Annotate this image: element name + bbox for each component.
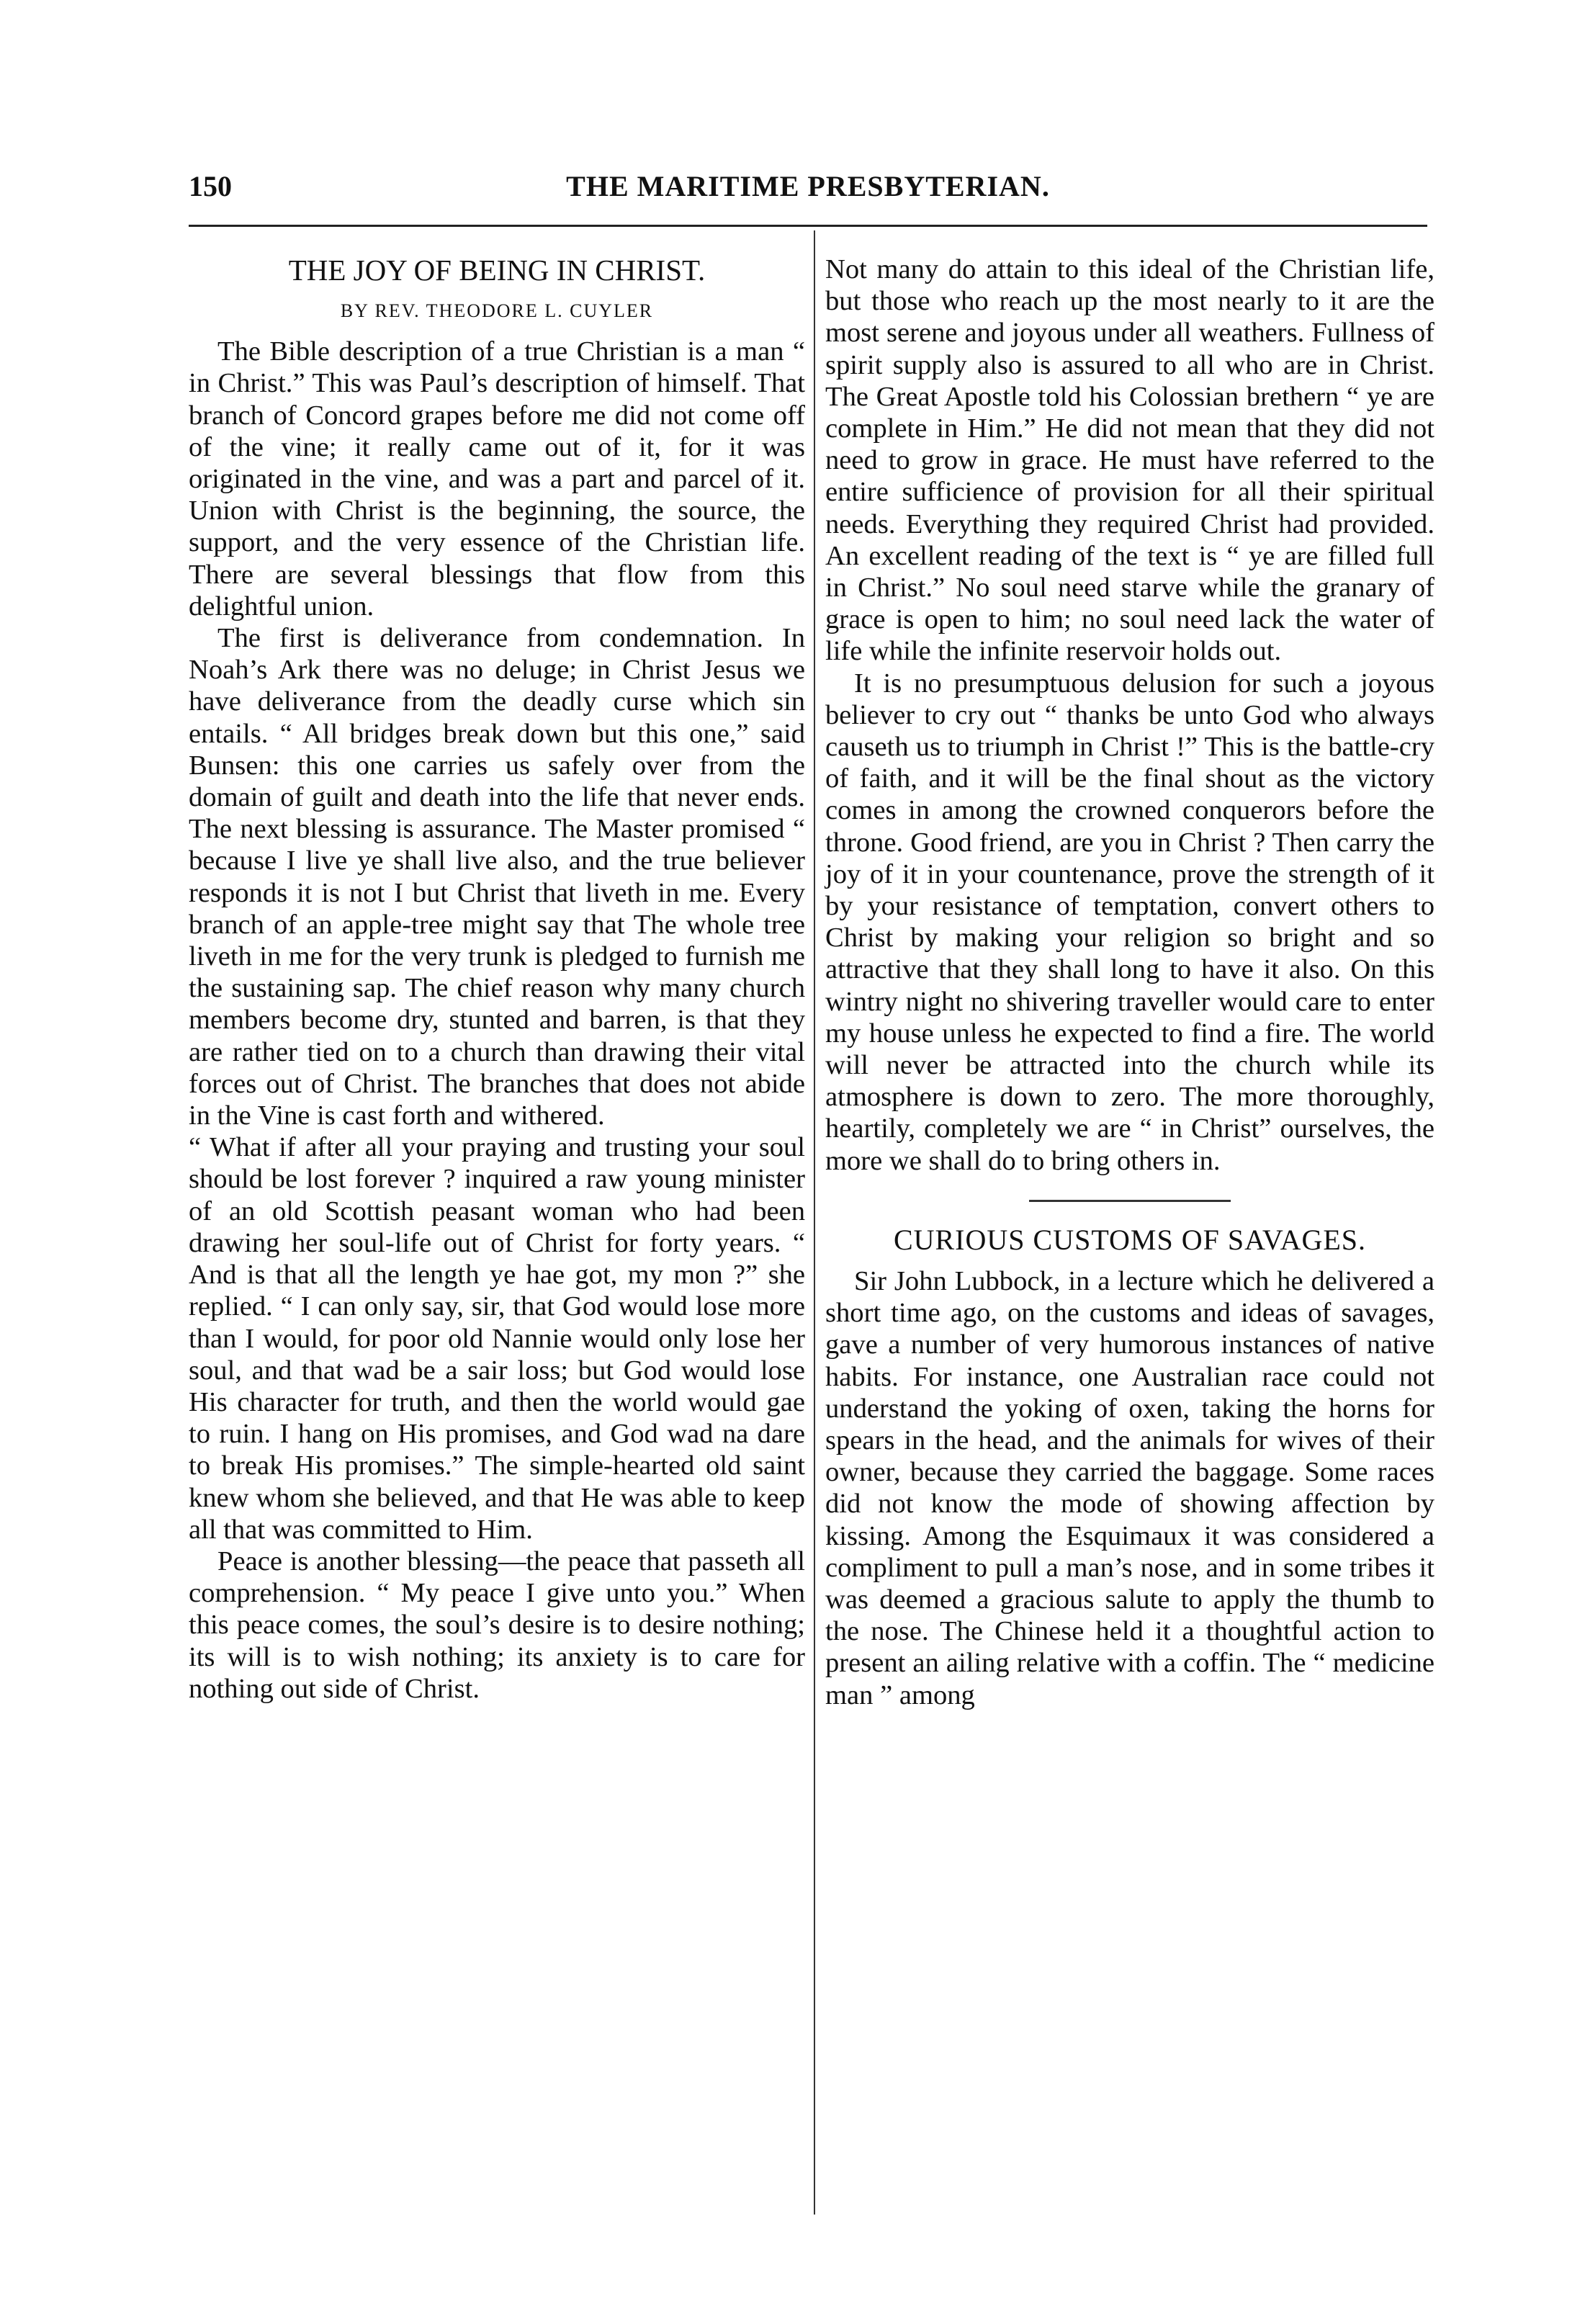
section-divider: [1029, 1200, 1231, 1202]
article-title: CURIOUS CUSTOMS OF SAVAGES.: [893, 1223, 1367, 1256]
article-paragraph: The Bible description of a true Christian is a man “ in Christ.” This was Paul’s description of himself. That branch of Concord grapes before me did not come off of the vine; it really came out of it, for it was originated in the vine, and was a part and parcel of it. Union with Christ is the beginning, the source, the support, and the very essence of the Christian life. There are several blessings that flow from this delightful union.: [189, 336, 805, 622]
page-number: 150: [189, 170, 232, 202]
article-byline: BY REV. THEODORE L. CUYLER: [340, 300, 654, 321]
article-paragraph: Peace is another blessing—the peace that passeth all comprehension. “ My peace I give unto you.” When this peace comes, the soul’s desire is to desire nothing; its will is to wish nothing; its anxiety is to care for nothing out side of Christ.: [189, 1545, 805, 1704]
column-divider: [814, 230, 815, 2215]
running-title: THE MARITIME PRESBYTERIAN.: [566, 170, 1050, 202]
article-paragraph: “ What if after all your praying and trusting your soul should be lost forever ? inquired a raw young minister of an old Scottish peasant woman who had been drawing her soul-life out of Christ for forty years. “ And is that all the length ye hae got, my mon ?” she replied. “ I can only say, sir, that God would lose more than I would, for poor old Nannie would only lose her soul, and that wad be a sair loss; but God would lose His character for truth, and then the world would gae to ruin. I hang on His promises, and God wad na dare to break His promises.” The simple-hearted old saint knew whom she believed, and that He was able to keep all that was committed to Him.: [189, 1132, 805, 1545]
header-rule: [189, 225, 1427, 227]
page-header: [189, 169, 1427, 212]
left-column: [189, 254, 805, 1705]
article-paragraph: Not many do attain to this ideal of the Christian life, but those who reach up the most nearly to it are the most serene and joyous under all weathers. Fullness of spirit supply also is assured to all who are in Christ. The Great Apostle told his Colossian brethern “ ye are complete in Him.” He did not mean that they did not need to grow in grace. He must have referred to the entire sufficience of provision for all their spiritual needs. Everything they required Christ had provided. An excellent reading of the text is “ ye are filled full in Christ.” No soul need starve while the granary of grace is open to him; no soul need lack the water of life while the infinite reservoir holds out.: [825, 254, 1434, 667]
article-paragraph: Sir John Lubbock, in a lecture which he delivered a short time ago, on the customs and ideas of savages, gave a number of very humorous instances of native habits. For instance, one Australian race could not understand the yoking of oxen, taking the horns for spears in the head, and the animals for wives of their owner, because they carried the baggage. Some races did not know the mode of showing affection by kissing. Among the Esquimaux it was considered a compliment to pull a man’s nose, and in some tribes it was deemed a gracious salute to apply the thumb to the nose. The Chinese held it a thoughtful action to present an ailing relative with a coffin. The “ medicine man ” among: [825, 1265, 1434, 1710]
article-paragraph: It is no presumptuous delusion for such a joyous believer to cry out “ thanks be unto God who always causeth us to triumph in Christ !” This is the battle-cry of faith, and it will be the final shout as the victory comes in among the crowned conquerors before the throne. Good friend, are you in Christ ? Then carry the joy of it in your countenance, prove the strength of it by your resistance of temptation, convert others to Christ by making your religion so bright and so attractive that they shall long to have it also. On this wintry night no shivering traveller would care to enter my house unless he expected to find a fire. The world will never be attracted into the church while its atmosphere is down to zero. The more thoroughly, heartily, completely we are “ in Christ” ourselves, the more we shall do to bring others in.: [825, 668, 1434, 1176]
right-column: [825, 254, 1434, 1711]
article-title: THE JOY OF BEING IN CHRIST.: [288, 254, 706, 287]
article-paragraph: The first is deliverance from condemnation. In Noah’s Ark there was no deluge; in Christ Jesus we have deliverance from the deadly curse which sin entails. “ All bridges break down but this one,” said Bunsen: this one carries us safely over from the domain of guilt and death into the life that never ends. The next blessing is assurance. The Master promised “ because I live ye shall live also, and the true believer responds it is not I but Christ that liveth in me. Every branch of an apple-tree might say that The whole tree liveth in me for the very trunk is pledged to furnish me the sustaining sap. The chief reason why many church members become dry, stunted and barren, is that they are rather tied on to a church than drawing their vital forces out of Christ. The branches that does not abide in the Vine is cast forth and withered.: [189, 623, 805, 1131]
